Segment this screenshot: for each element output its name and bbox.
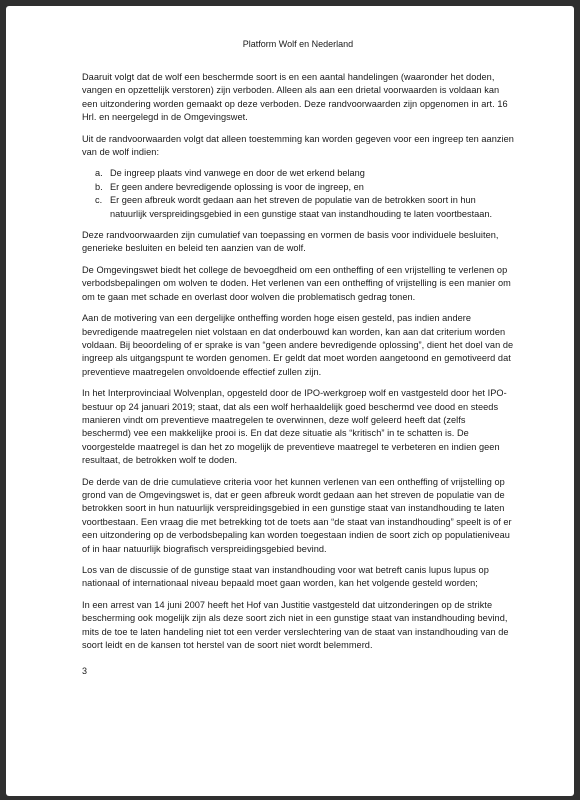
paragraph-4: De Omgevingswet biedt het college de bevoegdheid om een ontheffing of een vrijstelling te verlenen op verbodsbepalingen om wolven te doden. Het verlenen van een ontheffing of vrijstelling is een manier om om te gaan met schade en overlast door wolven die problematisch gedrag tonen. — [82, 264, 511, 302]
paragraph-7: De derde van de drie cumulatieve criteria voor het kunnen verlenen van een ontheffing of vrijstelling op grond van de Omgevingswet is, dat er geen afbreuk wordt gedaan aan het streven de populatie van de betrokken soort in hun natuurlijk verspreidingsgebied in een gunstige staat van instandhouding te laten voortbestaan. Een vraag die met betrekking tot de toets aan “de staat van instandhouding” speelt is of er een uitzondering op de verbodsbepaling kan worden toegestaan indien de soort zich op populatieniveau of in haar natuurlijk biografisch verspreidingsgebied bevind. — [82, 476, 512, 554]
list-item — [82, 167, 514, 180]
document-page — [6, 6, 574, 796]
list-marker: b. — [95, 181, 103, 192]
list-item-text: Er geen andere bevredigende oplossing is voor de ingreep, en — [110, 181, 364, 192]
list-item — [82, 181, 514, 194]
paragraph-8: Los van de discussie of de gunstige staat van instandhouding voor wat betreft canis lupus lupus op nationaal of internationaal niveau bepaald moet gaan worden, kan het volgende gesteld worden; — [82, 565, 489, 589]
list-item-text: Er geen afbreuk wordt gedaan aan het streven de populatie van de betrokken soort in hun natuurlijk verspreidingsgebied in een gunstige staat van instandhouding te laten voortbestaan. — [110, 195, 493, 219]
page-header: Platform Wolf en Nederland — [242, 39, 354, 49]
paragraph-2: Uit de randvoorwaarden volgt dat alleen toestemming kan worden gegeven voor een ingreep ten aanzien van de wolf indien: — [82, 133, 514, 158]
list-item — [82, 194, 514, 221]
list-item-text: De ingreep plaats vind vanwege en door de wet erkend belang — [110, 168, 365, 179]
paragraph-6: In het Interprovinciaal Wolvenplan, opgesteld door de IPO-werkgroep wolf en vastgesteld door het IPO-bestuur op 24 januari 2019; staat, dat als een wolf herhaaldelijk goed beschermd vee dood en steeds manieren vindt om preventieve maatregelen te overwinnen, deze wolf geleerd heeft dat (zelfs beschermd) vee een makkelijke prooi is. En dat deze situatie als “kritisch” in te schatten is. De voorgestelde maatregel is dan het zo mogelijk de preventieve maatregel te verbeteren en indien geen resultaat, de betrokken wolf te doden. — [82, 388, 507, 466]
list-marker: a. — [95, 168, 103, 179]
paragraph-9: In een arrest van 14 juni 2007 heeft het Hof van Justitie vastgesteld dat uitzonderingen op de strikte bescherming ook mogelijk zijn als deze soort zich niet in een gunstige staat van instandhouding bevind, mits de toe te laten handeling niet tot een verder verslechtering van de staat van instandhouding van de soort leidt en de kansen tot herstel van de soort niet wordt belemmerd. — [82, 599, 509, 651]
paragraph-1: Daaruit volgt dat de wolf een beschermde soort is en een aantal handelingen (waaronder het doden, vangen en opzettelijk verstoren) zijn verboden. Alleen als aan een drietal voorwaarden is voldaan kan een uitzondering worden gemaakt op deze verboden. Deze randvoorwaarden zijn opgenomen in art. 16 Hrl. en neergelegd in de Omgevingswet. — [82, 72, 508, 123]
list-marker: c. — [95, 195, 103, 206]
page-number: 3 — [82, 666, 88, 677]
conditions-list — [82, 167, 514, 221]
paragraph-3: Deze randvoorwaarden zijn cumulatief van toepassing en vormen de basis voor individuele besluiten, generieke besluiten en beleid ten aanzien van de wolf. — [82, 230, 499, 254]
paragraph-5: Aan de motivering van een dergelijke ontheffing worden hoge eisen gesteld, pas indien andere bevredigende maatregelen niet volstaan en dat onderbouwd kan worden, kan aan dat criterium worden voldaan. Bij beoordeling of er sprake is van “geen andere bevredigende oplossing”, dient het doel van de ingreep als uitgangspunt te worden genomen. Er geldt dat moet worden aangetoond en gemotiveerd dat preventieve maatregelen onvoldoende effectief zullen zijn. — [82, 313, 514, 377]
